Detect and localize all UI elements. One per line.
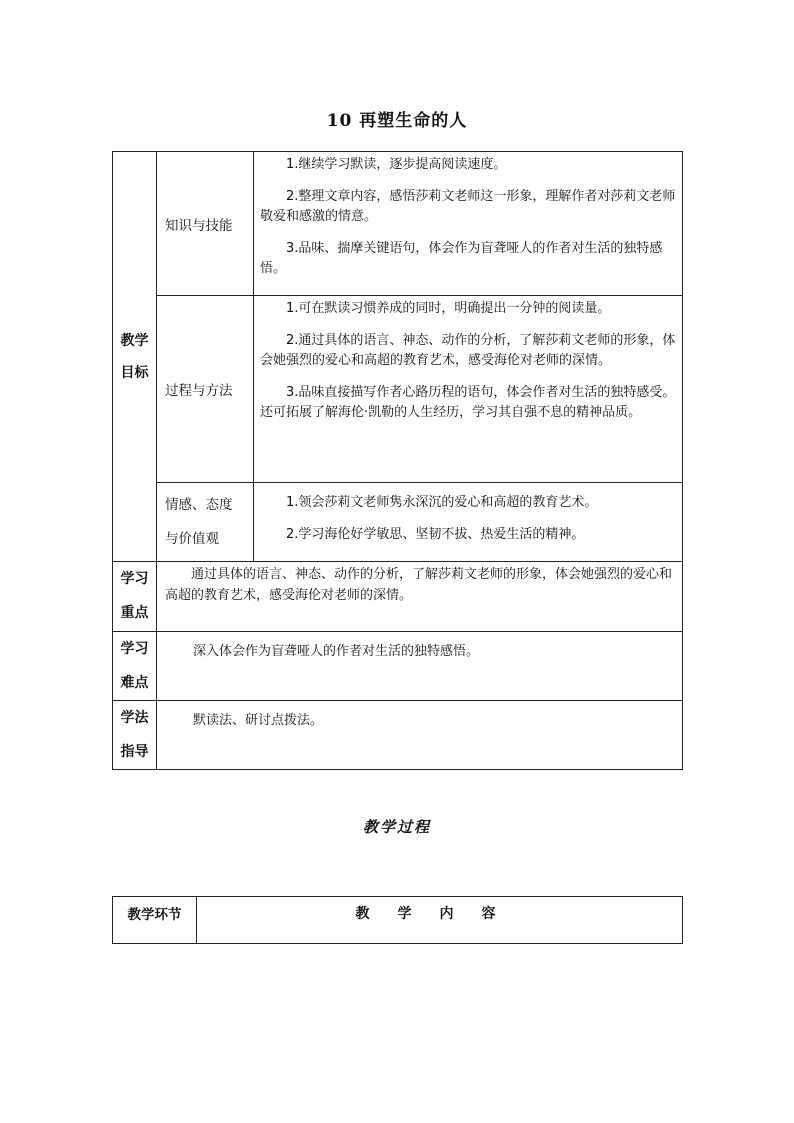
process-label: 过程与方法 — [157, 296, 254, 483]
process-row — [113, 296, 683, 483]
key-points-row — [113, 562, 683, 632]
objectives-header-line1: 教学 — [120, 332, 149, 349]
process-table — [112, 896, 683, 944]
difficulties-header-line1: 学习 — [120, 641, 149, 657]
key-points-header-line2: 重点 — [120, 605, 149, 621]
emotion-label-line2: 与价值观 — [165, 531, 219, 547]
emotion-item: 2.学习海伦好学敏思、坚韧不拔、热爱生活的精神。 — [286, 527, 585, 542]
process-content — [254, 296, 683, 483]
emotion-row — [113, 483, 683, 562]
knowledge-content — [254, 152, 683, 296]
process-item: 2.通过具体的语言、神态、动作的分析，了解莎莉文老师的形象，体会她强烈的爱心和高超的教育艺术，感受海伦对老师的深情。 — [260, 333, 676, 368]
knowledge-label: 知识与技能 — [157, 152, 254, 296]
difficulties-header-line2: 难点 — [120, 675, 149, 691]
difficulties-text: 深入体会作为盲聋哑人的作者对生活的独特感悟。 — [157, 632, 683, 701]
process-section-title: 教学过程 — [362, 818, 431, 836]
key-points-header-line1: 学习 — [120, 571, 149, 587]
key-points-header — [113, 562, 157, 632]
knowledge-item: 1.继续学习默读，逐步提高阅读速度。 — [286, 157, 507, 172]
objectives-header — [113, 152, 157, 562]
knowledge-item: 3.品味、揣摩关键语句，体会作为盲聋哑人的作者对生活的独特感悟。 — [260, 241, 663, 276]
process-table-header-row — [113, 897, 683, 944]
col-header-stage: 教学环节 — [113, 897, 197, 944]
difficulties-row — [113, 632, 683, 701]
emotion-label-line1: 情感、态度 — [165, 497, 233, 513]
key-points-text: 通过具体的语言、神态、动作的分析，了解莎莉文老师的形象，体会她强烈的爱心和高超的教育艺术，感受海伦对老师的深情。 — [157, 562, 683, 632]
process-item: 3.品味直接描写作者心路历程的语句，体会作者对生活的独特感受。还可拓展了解海伦·凯勒的人生经历，学习其自强不息的精神品质。 — [260, 385, 676, 420]
emotion-label — [157, 483, 254, 562]
col-header-content: 教学内容 — [197, 897, 683, 944]
knowledge-item: 2.整理文章内容，感悟莎莉文老师这一形象，理解作者对莎莉文老师敬爱和感激的情意。 — [260, 189, 676, 224]
emotion-item: 1.领会莎莉文老师隽永深沉的爱心和高超的教育艺术。 — [286, 495, 598, 510]
methods-header-line1: 学法 — [120, 710, 149, 726]
objectives-header-line2: 目标 — [120, 364, 149, 381]
process-item: 1.可在默读习惯养成的同时，明确提出一分钟的阅读量。 — [286, 301, 611, 316]
knowledge-row — [113, 152, 683, 296]
methods-header-line2: 指导 — [120, 744, 149, 760]
methods-row — [113, 701, 683, 770]
methods-header — [113, 701, 157, 770]
difficulties-header — [113, 632, 157, 701]
methods-text: 默读法、研讨点拨法。 — [157, 701, 683, 770]
emotion-content — [254, 483, 683, 562]
page-title: 10 再塑生命的人 — [326, 111, 468, 131]
objectives-table — [112, 151, 683, 770]
